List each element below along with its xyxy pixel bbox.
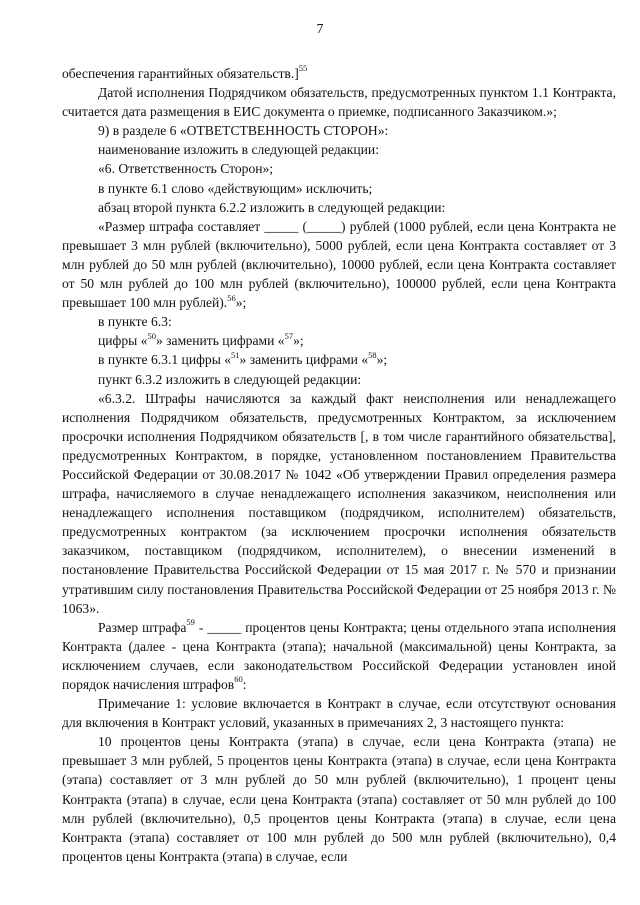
paragraph — [62, 140, 616, 159]
footnote-ref: 59 — [186, 617, 195, 628]
paragraph — [62, 217, 616, 312]
footnote-ref: 60 — [234, 674, 243, 685]
footnote-ref: 55 — [298, 63, 308, 74]
paragraph — [62, 732, 616, 866]
paragraph — [62, 312, 616, 331]
page-number: 7 — [316, 22, 324, 37]
paragraph — [62, 64, 616, 83]
footnote-ref: 56 — [227, 292, 236, 303]
paragraph-text: Размер штрафа — [98, 619, 187, 635]
paragraph — [62, 121, 616, 140]
paragraph-text: «6.3.2. Штрафы начисляются за каждый факт неисполнения или ненадлежащего исполнения Подрядчиком обязательств, предусмотренных Контрактом, за исключением просрочки исполнения Подрядчиком обязательств [, в том числе гарантийного обязательства], предусмотренных Контрактом, в порядке, установленном постановлением Правительства Российской Федерации от 30.08.2017 № 1042 «Об утверждении Правил определения размера штрафа, начисляемого в случае ненадлежащего исполнения заказчиком, неисполнения или ненадлежащего исполнения поставщиком (подрядчиком, исполнителем) обязательств, предусмотренных контрактом (за исключением просрочки исполнения обязательств заказчиком, поставщиком (подрядчиком, исполнителем), о внесении изменений в постановление Правительства Российской Федерации от 15 мая 2017 г. № 570 и признании утратившим силу постановления Правительства Российской Федерации от 25 ноября 2013 г. № 1063». — [62, 390, 616, 616]
paragraph — [62, 350, 616, 369]
paragraph-text: Примечание 1: условие включается в Контракт в случае, если отсутствуют основания для включения в Контракт условий, указанных в примечаниях 2, 3 настоящего пункта: — [62, 696, 616, 731]
paragraph-text: в пункте 6.3: — [98, 314, 172, 330]
footnote-ref: 50 — [147, 330, 156, 341]
paragraph-text: » заменить цифрами « — [155, 333, 285, 349]
paragraph-text: «Размер штрафа составляет _____ (_____) рублей (1000 рублей, если цена Контракта не превышает 3 млн рублей (включительно), 5000 рублей, если цена Контракта составляет от 3 млн рублей до 50 млн рублей (включительно), 10000 рублей, если цена Контракта составляет от 50 млн рублей до 100 млн рублей (включительно), 100000 рублей, если цена Контракта превышает 100 млн рублей). — [62, 218, 616, 311]
paragraph-text: Датой исполнения Подрядчиком обязательств, предусмотренных пунктом 1.1 Контракта, считается дата размещения в ЕИС документа о приемке, подписанного Заказчиком.»; — [62, 85, 616, 120]
paragraph-text: »; — [293, 333, 304, 349]
paragraph — [62, 331, 616, 350]
paragraph — [62, 179, 616, 198]
paragraph-text: » заменить цифрами « — [239, 352, 369, 368]
paragraph — [62, 618, 616, 694]
paragraph-text: наименование изложить в следующей редакции: — [98, 142, 379, 158]
paragraph-text: 9) в разделе 6 «ОТВЕТСТВЕННОСТЬ СТОРОН»: — [98, 123, 389, 139]
paragraph-text: 10 процентов цены Контракта (этапа) в случае, если цена Контракта (этапа) не превышает 3 млн рублей, 5 процентов цены Контракта (этапа) в случае, если цена Контракта (этапа) составляет от 3 млн рублей до 50 млн рублей (включительно), 1 процент цены Контракта (этапа) в случае, если цена Контракта (этапа) составляет от 50 млн рублей до 100 млн рублей (включительно), 0,5 процентов цены Контракта (этапа) в случае, если цена Контракта (этапа) составляет от 100 млн рублей до 500 млн рублей (включительно), 0,4 процентов цены Контракта (этапа) в случае, если — [62, 734, 616, 864]
paragraph-text: цифры « — [98, 333, 148, 349]
paragraph-text: : — [242, 677, 247, 692]
paragraph-text: в пункте 6.3.1 цифры « — [98, 352, 232, 368]
paragraph — [62, 370, 616, 389]
paragraph — [62, 198, 616, 217]
paragraph-text: в пункте 6.1 слово «действующим» исключить; — [98, 180, 373, 196]
paragraph-text: - _____ процентов цены Контракта; цены отдельного этапа исполнения Контракта (далее - цена Контракта (этапа); начальной (максимальной) цены Контракта, за исключением случаев, если законодательством Российской Федерации установлен иной порядок начисления штрафов — [62, 619, 616, 692]
paragraph-text: «6. Ответственность Сторон»; — [98, 161, 274, 177]
paragraph — [62, 159, 616, 178]
document-body — [62, 64, 616, 866]
footnote-ref: 57 — [284, 330, 294, 341]
paragraph — [62, 83, 616, 121]
paragraph-text: абзац второй пункта 6.2.2 изложить в следующей редакции: — [98, 199, 446, 215]
paragraph-text: пункт 6.3.2 изложить в следующей редакции: — [98, 371, 362, 387]
paragraph-text: обеспечения гарантийных обязательств.] — [62, 66, 299, 81]
paragraph-text: »; — [235, 295, 247, 311]
paragraph — [62, 694, 616, 732]
footnote-ref: 51 — [231, 349, 240, 360]
paragraph-text: »; — [376, 352, 388, 368]
footnote-ref: 58 — [368, 349, 377, 360]
paragraph — [62, 389, 616, 618]
